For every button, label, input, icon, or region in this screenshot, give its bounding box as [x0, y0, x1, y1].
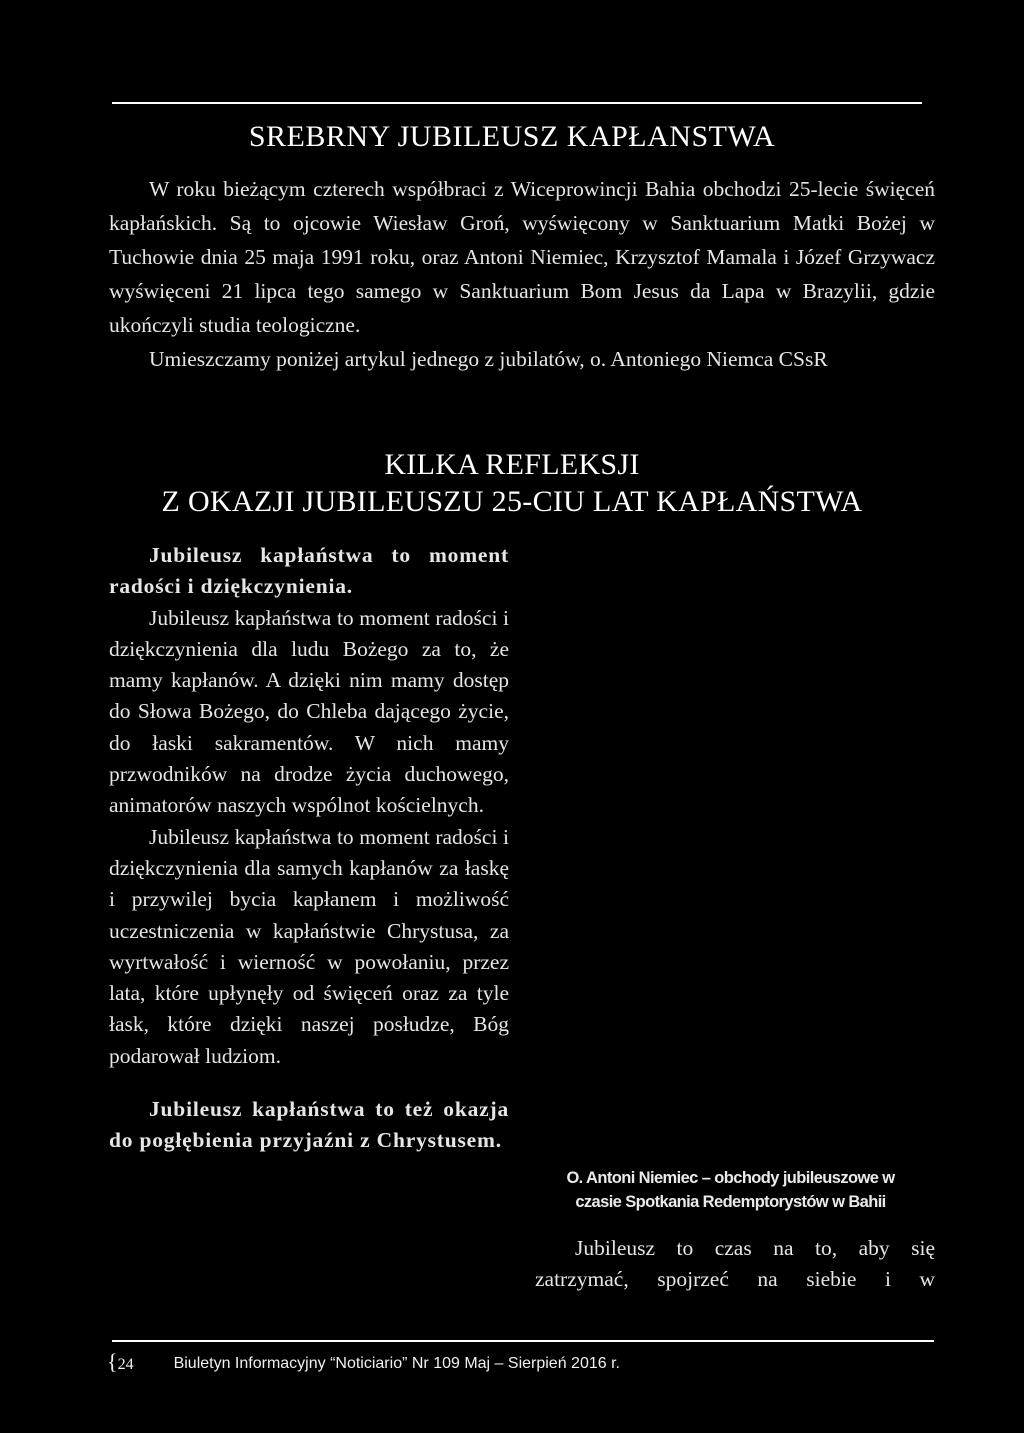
article-subtitle: Z OKAZJI JUBILEUSZU 25-CIU LAT KAPŁAŃSTWA — [161, 485, 863, 518]
body-paragraph: Jubileusz to czas na to, aby się zatrzymać, spojrzeć na siebie i w — [535, 1236, 935, 1292]
section-heading: Jubileusz kapłaństwa to też okazja do pogłębienia przyjaźni z Chrystusem. — [109, 1097, 509, 1153]
photo-caption — [528, 1166, 933, 1214]
top-rule — [112, 102, 922, 104]
right-column — [535, 1233, 935, 1296]
intro-section — [109, 172, 935, 376]
body-paragraph: Jubileusz kapłaństwa to moment radości i dziękczynienia dla samych kapłanów za łaskę i przywilej bycia kapłanem i możliwość uczestniczenia w kapłaństwie Chrystusa, za wyrtwałość i wierność w powołaniu, przez lata, które upłynęły od święceń oraz za tyle łask, które dzięki naszej posłudze, Bóg podarował ludziom. — [109, 824, 509, 1068]
page-title: SREBRNY JUBILEUSZ KAPŁANSTWA — [248, 120, 776, 153]
page-number-value: 24 — [117, 1356, 134, 1373]
caption-line: O. Antoni Niemiec – obchody jubileuszowe w — [566, 1169, 895, 1187]
article-photo — [528, 545, 933, 1155]
publication-info: Biuletyn Informacyjny “Noticiario” Nr 109 Maj – Sierpień 2016 r. — [173, 1355, 620, 1372]
intro-paragraph: W roku bieżącym czterech współbraci z Wiceprowincji Bahia obchodzi 25-lecie święceń kapłańskich. Są to ojcowie Wiesław Groń, wyświęcony w Sanktuarium Matki Bożej w Tuchowie dnia 25 maja 1991 roku, oraz Antoni Niemiec, Krzysztof Mamala i Józef Grzywacz wyświęceni 21 lipca tego samego w Sanktuarium Bom Jesus da Lapa w Brazylii, gdzie ukończyli studia teologiczne. — [109, 177, 935, 337]
bottom-rule — [112, 1340, 934, 1342]
intro-paragraph: Umieszczamy poniżej artykul jednego z jubilatów, o. Antoniego Niemca CSsR — [149, 347, 828, 371]
page-footer — [107, 1349, 620, 1374]
page-number-brace-icon: { — [107, 1349, 118, 1374]
caption-line: czasie Spotkania Redemptorystów w Bahii — [575, 1193, 886, 1211]
section-heading: Jubileusz kapłaństwa to moment radości i dziękczynienia. — [109, 543, 509, 599]
page-number — [107, 1349, 134, 1374]
left-column — [109, 540, 509, 1157]
article-title: KILKA REFLEKSJI — [384, 448, 640, 481]
body-paragraph: Jubileusz kapłaństwa to moment radości i dziękczynienia dla ludu Bożego za to, że mamy kapłanów. A dzięki nim mamy dostęp do Słowa Bożego, do Chleba dającego życie, do łaski sakramentów. W nich mamy przwodników na drodze życia duchowego, animatorów naszych wspólnot kościelnych. — [109, 605, 509, 818]
